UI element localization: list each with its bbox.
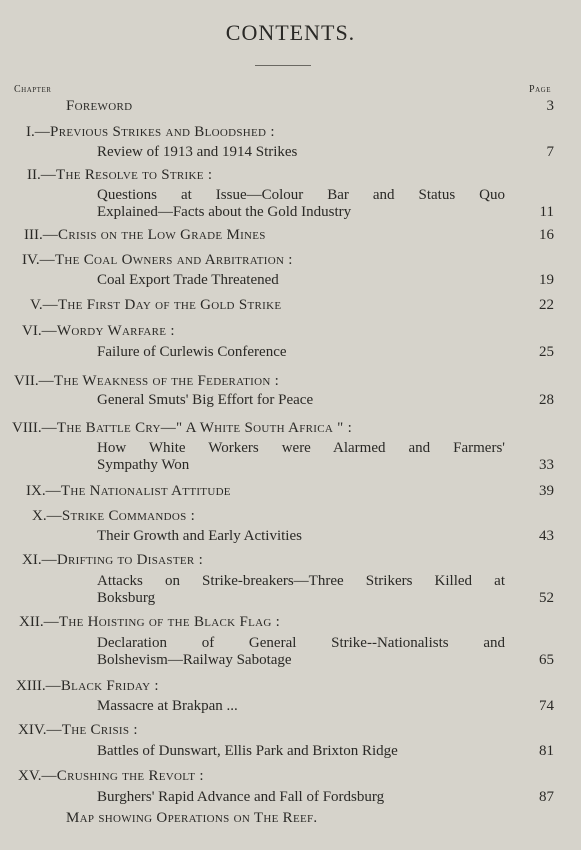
chapter-subtitle: Declaration of General Strike--Nationalists and xyxy=(97,635,505,651)
page-number: 25 xyxy=(539,344,554,360)
chapter-number: XV. xyxy=(18,768,42,784)
title-divider xyxy=(255,65,311,66)
chapter-title: —Black Friday : xyxy=(45,678,159,694)
chapter-subtitle: How White Workers were Alarmed and Farmers' xyxy=(97,440,505,456)
chapter-title: —The Resolve to Strike : xyxy=(40,167,213,183)
chapter-subtitle: Burghers' Rapid Advance and Fall of Fordsburg xyxy=(97,789,385,805)
page-number: 81 xyxy=(539,743,554,759)
page-number: 28 xyxy=(539,392,554,408)
chapter-subtitle: Sympathy Won xyxy=(97,457,190,473)
chapter-title: —Crisis on the Low Grade Mines xyxy=(42,227,266,243)
chapter-number: IV. xyxy=(22,252,40,268)
chapter-subtitle: Explained—Facts about the Gold Industry xyxy=(97,204,352,220)
chapter-number: I. xyxy=(26,124,35,140)
chapter-number: VII. xyxy=(14,373,39,389)
chapter-number: IX. xyxy=(26,483,46,499)
page-number: 87 xyxy=(539,789,554,805)
chapter-column-header: Chapter xyxy=(14,84,52,95)
chapter-subtitle: Bolshevism—Railway Sabotage xyxy=(97,652,292,668)
chapter-subtitle: Boksburg xyxy=(97,590,156,606)
page-number: 43 xyxy=(539,528,554,544)
chapter-title: —Crushing the Revolt : xyxy=(41,768,204,784)
chapter-number: VIII. xyxy=(12,420,42,436)
page-number: 52 xyxy=(539,590,554,606)
chapter-title: —The Crisis : xyxy=(46,722,138,738)
chapter-subtitle: Failure of Curlewis Conference xyxy=(97,344,287,360)
page-number: 19 xyxy=(539,272,554,288)
chapter-title: —The Coal Owners and Arbitration : xyxy=(39,252,293,268)
page-number: 65 xyxy=(539,652,554,668)
page-number: 11 xyxy=(539,204,554,220)
chapter-title: —The Weakness of the Federation : xyxy=(38,373,280,389)
page-title: CONTENTS. xyxy=(225,20,356,45)
chapter-number: XIV. xyxy=(18,722,47,738)
chapter-number: XI. xyxy=(22,552,42,568)
chapter-title: —The Hoisting of the Black Flag : xyxy=(43,614,281,630)
chapter-title: Foreword xyxy=(66,98,133,114)
page-number: 22 xyxy=(539,297,554,313)
chapter-title: —The Nationalist Attitude xyxy=(45,483,231,499)
page-number: 74 xyxy=(539,698,554,714)
chapter-number: XII. xyxy=(19,614,44,630)
chapter-subtitle: Their Growth and Early Activities xyxy=(97,528,302,544)
chapter-subtitle: Attacks on Strike-breakers—Three Strikers Killed at xyxy=(97,573,505,589)
chapter-title: —Previous Strikes and Bloodshed : xyxy=(34,124,275,140)
page-number: 33 xyxy=(539,457,554,473)
chapter-title: —The Battle Cry—" A White South Africa " : xyxy=(41,420,353,436)
chapter-subtitle: Coal Export Trade Threatened xyxy=(97,272,279,288)
chapter-subtitle: Massacre at Brakpan ... xyxy=(97,698,238,714)
page-number: 3 xyxy=(546,98,554,114)
page-column-header: Page xyxy=(529,84,551,95)
chapter-subtitle: Battles of Dunswart, Ellis Park and Brixton Ridge xyxy=(97,743,398,759)
chapter-number: X. xyxy=(32,508,47,524)
chapter-number: V. xyxy=(30,297,43,313)
map-note: Map showing Operations on The Reef. xyxy=(66,810,318,826)
chapter-subtitle: General Smuts' Big Effort for Peace xyxy=(97,392,314,408)
chapter-title: —The First Day of the Gold Strike xyxy=(42,297,282,313)
chapter-title: —Drifting to Disaster : xyxy=(41,552,204,568)
chapter-number: III. xyxy=(24,227,43,243)
chapter-subtitle: Review of 1913 and 1914 Strikes xyxy=(97,144,298,160)
page-number: 16 xyxy=(539,227,554,243)
page-number: 7 xyxy=(546,144,554,160)
chapter-number: XIII. xyxy=(16,678,46,694)
chapter-number: VI. xyxy=(22,323,42,339)
chapter-subtitle: Questions at Issue—Colour Bar and Status Quo xyxy=(97,187,505,203)
chapter-title: —Wordy Warfare : xyxy=(41,323,175,339)
chapter-number: II. xyxy=(27,167,41,183)
page-number: 39 xyxy=(539,483,554,499)
chapter-title: —Strike Commandos : xyxy=(46,508,196,524)
